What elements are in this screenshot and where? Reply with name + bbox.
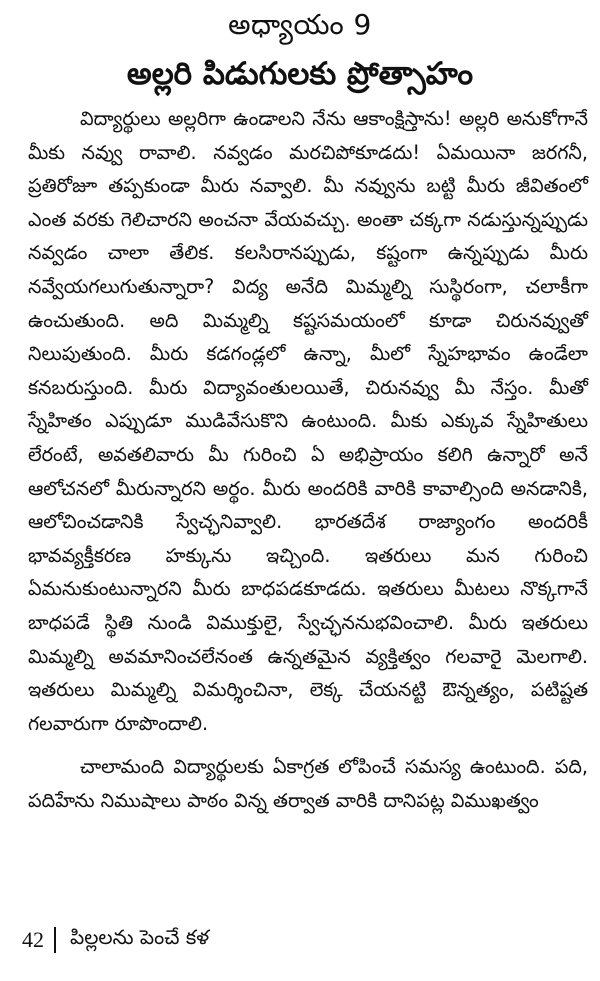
page-number: 42: [22, 926, 44, 952]
paragraph: విద్యార్థులు అల్లరిగా ఉండాలని నేను ఆకాంక్షిస్తాను! అల్లరి అనుకోగానే మీకు నవ్వు రావాలి. నవ్వడం మరచిపోకూడదు! ఏమయినా జరగనీ, ప్రతిరోజూ తప్పకుండా మీరు నవ్వాలి. మీ నవ్వును బట్టి మీరు జీవితంలో ఎంత వరకు గెలిచారని అంచనా వేయవచ్చు. అంతా చక్కగా నడుస్తున్నప్పుడు నవ్వడం చాలా తేలిక. కలసిరానప్పుడు, కష్టంగా ఉన్నప్పుడు మీరు నవ్వేయగలుగుతున్నారా? విద్య అనేది మిమ్మల్ని సుస్థిరంగా, చలాకీగా ఉంచుతుంది. అది మిమ్మల్ని కష్టసమయంలో కూడా చిరునవ్వుతో నిలుపుతుంది. మీరు కడగండ్లలో ఉన్నా, మీలో స్నేహభావం ఉండేలా కనబరుస్తుంది. మీరు విద్యావంతులయితే, చిరునవ్వు మీ నేస్తం. మీతో స్నేహితం ఎప్పుడూ ముడివేసుకొని ఉంటుంది. మీకు ఎక్కువ స్నేహితులు లేరంటే, అవతలివారు మీ గురించి ఏ అభిప్రాయం కలిగి ఉన్నారో అనే ఆలోచనలో మీరున్నారని అర్థం. మీరు అందరికి వారికి కావాల్సింది అనడానికి, ఆలోచించడానికి స్వేచ్ఛనివ్వాలి. భారతదేశ రాజ్యాంగం అందరికీ భావవ్యక్తీకరణ హక్కును ఇచ్చింది. ఇతరులు మన గురించి ఏమనుకుంటున్నారని మీరు బాధపడకూడదు. ఇతరులు మీటలు నొక్కగానే బాధపడే స్థితి నుండి విముక్తులై, స్వేచ్ఛననుభవించాలి. మీరు ఇతరులు మిమ్మల్ని అవమానించలేనంత ఉన్నతమైన వ్యక్తిత్వం గలవారై మెలగాలి. ఇతరులు మిమ్మల్ని విమర్శించినా, లెక్క చేయనట్టి ఔన్నత్యం, పటిష్టత గలవారుగా రూపొందాలి.: [28, 107, 588, 735]
body-text: [28, 102, 588, 817]
paragraph: చాలామంది విద్యార్థులకు ఏకాగ్రత లోపించే సమస్య ఉంటుంది. పది, పదిహేను నిముషాలు పాఠం విన్న తర్వాత వారికి దానిపట్ల విముఖత్వం: [28, 755, 588, 812]
page-footer: [22, 925, 209, 954]
footer-divider: [54, 927, 56, 953]
chapter-label: అధ్యాయం 9: [228, 8, 372, 41]
book-title: పిల్లలను పెంచే కళ: [70, 925, 210, 949]
chapter-title: అల్లరి పిడుగులకు ప్రోత్సాహం: [126, 56, 474, 92]
